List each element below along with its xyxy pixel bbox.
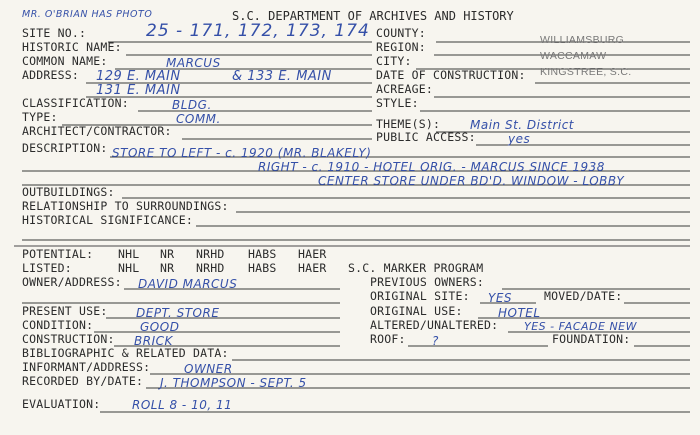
original-use-label: ORIGINAL USE:	[370, 304, 463, 318]
architect-label: ARCHITECT/CONTRACTOR:	[22, 124, 172, 138]
classification-value: BLDG.	[172, 98, 212, 112]
potential-nr: NR	[160, 247, 175, 261]
outbuildings-label: OUTBUILDINGS:	[22, 185, 115, 199]
form-title: S.C. DEPARTMENT OF ARCHIVES AND HISTORY	[232, 9, 514, 23]
site-no-label: SITE NO.:	[22, 26, 87, 40]
owner-value: DAVID MARCUS	[138, 277, 238, 291]
stamp-county: WILLIAMSBURG	[540, 34, 625, 46]
region-label: REGION:	[376, 40, 426, 54]
stamp-region: WACCAMAW	[540, 50, 607, 62]
potential-nhl: NHL	[118, 247, 140, 261]
themes-value: Main St. District	[470, 118, 575, 132]
original-site-value: YES	[488, 291, 513, 305]
biblio-label: BIBLIOGRAPHIC & RELATED DATA:	[22, 346, 229, 360]
style-label: STYLE:	[376, 96, 419, 110]
listed-nhl: NHL	[118, 261, 140, 275]
potential-label: POTENTIAL:	[22, 247, 94, 261]
address-value-3: 131 E. MAIN	[96, 83, 181, 98]
foundation-label: FOUNDATION:	[552, 332, 631, 346]
potential-nrhd: NRHD	[196, 247, 225, 261]
informant-value: OWNER	[184, 362, 233, 376]
present-use-label: PRESENT USE:	[22, 304, 108, 318]
condition-value: GOOD	[140, 320, 180, 334]
common-name-value: MARCUS	[166, 56, 221, 70]
type-value: COMM.	[176, 112, 221, 126]
public-access-label: PUBLIC ACCESS:	[376, 130, 476, 144]
city-label: CITY:	[376, 54, 412, 68]
potential-habs: HABS	[248, 247, 277, 261]
type-label: TYPE:	[22, 110, 58, 124]
informant-label: INFORMANT/ADDRESS:	[22, 360, 151, 374]
construction-label: CONSTRUCTION:	[22, 332, 115, 346]
original-site-label: ORIGINAL SITE:	[370, 289, 470, 303]
address-label: ADDRESS:	[22, 68, 79, 82]
owner-label: OWNER/ADDRESS:	[22, 275, 122, 289]
corner-note: MR. O'BRIAN HAS PHOTO	[22, 9, 153, 20]
construction-value: BRICK	[134, 334, 173, 348]
themes-label: THEME(S):	[376, 117, 441, 131]
description-value-1: STORE TO LEFT - c. 1920 (MR. BLAKELY)	[112, 146, 372, 160]
classification-label: CLASSIFICATION:	[22, 96, 129, 110]
relationship-label: RELATIONSHIP TO SURROUNDINGS:	[22, 199, 229, 213]
stamp-city: KINGSTREE, S.C.	[540, 66, 632, 78]
description-label: DESCRIPTION:	[22, 141, 108, 155]
description-value-3: CENTER STORE UNDER BD'D. WINDOW - LOBBY	[318, 174, 625, 188]
altered-label: ALTERED/UNALTERED:	[370, 318, 499, 332]
public-access-value: yes	[508, 132, 531, 146]
condition-label: CONDITION:	[22, 318, 94, 332]
roof-value: ?	[432, 334, 439, 348]
site-no-value: 25 - 171, 172, 173, 174	[146, 21, 370, 41]
potential-haer: HAER	[298, 247, 327, 261]
listed-nrhd: NRHD	[196, 261, 225, 275]
common-name-label: COMMON NAME:	[22, 54, 108, 68]
description-value-2: RIGHT - c. 1910 - HOTEL ORIG. - MARCUS SINCE 1938	[258, 160, 605, 174]
recorded-label: RECORDED BY/DATE:	[22, 374, 144, 388]
roof-label: ROOF:	[370, 332, 406, 346]
recorded-value: J. THOMPSON - SEPT. 5	[160, 376, 307, 390]
acreage-label: ACREAGE:	[376, 82, 433, 96]
altered-value: YES - FACADE NEW	[524, 320, 637, 333]
historic-name-label: HISTORIC NAME:	[22, 40, 122, 54]
county-label: COUNTY:	[376, 26, 426, 40]
moved-date-label: MOVED/DATE:	[544, 289, 623, 303]
address-value-1: 129 E. MAIN	[96, 69, 181, 84]
address-value-2: & 133 E. MAIN	[232, 69, 332, 84]
present-use-value: DEPT. STORE	[136, 306, 220, 320]
listed-label: LISTED:	[22, 261, 72, 275]
evaluation-label: EVALUATION:	[22, 397, 101, 411]
listed-nr: NR	[160, 261, 175, 275]
date-construction-label: DATE OF CONSTRUCTION:	[376, 68, 526, 82]
listed-haer: HAER	[298, 261, 327, 275]
evaluation-value: ROLL 8 - 10, 11	[132, 398, 233, 412]
original-use-value: HOTEL	[498, 306, 541, 320]
listed-habs: HABS	[248, 261, 277, 275]
marker-program-label: S.C. MARKER PROGRAM	[348, 261, 484, 275]
previous-owners-label: PREVIOUS OWNERS:	[370, 275, 484, 289]
significance-label: HISTORICAL SIGNIFICANCE:	[22, 213, 193, 227]
